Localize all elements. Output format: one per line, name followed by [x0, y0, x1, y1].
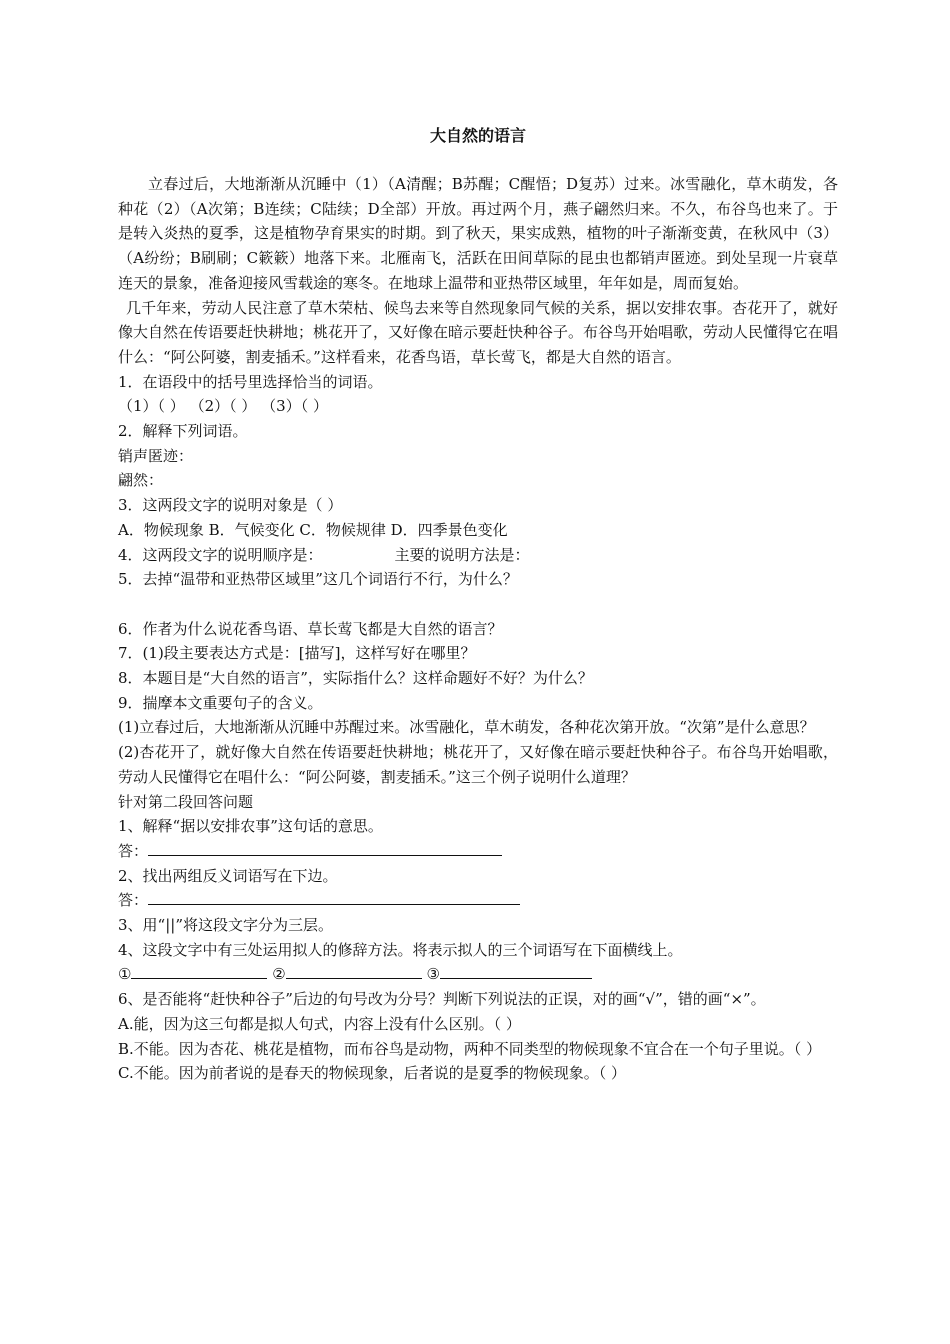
question-9-part-2: (2)杏花开了，就好像大自然在传语要赶快耕地；桃花开了，又好像在暗示要赶快种谷子。布谷鸟开始唱歌，劳动人民懂得它在唱什么：“阿公阿婆，割麦插禾。”这三个例子说明什么道理？	[118, 743, 838, 786]
section-2-question-4-blanks	[118, 962, 838, 987]
question-5: 5．去掉“温带和亚热带区域里”这几个词语行不行，为什么？	[118, 570, 518, 589]
question-3-options: A．物候现象 B．气候变化 C．物候规律 D．四季景色变化	[118, 520, 508, 539]
answer-label: 答：	[118, 891, 149, 910]
question-2: 2．解释下列词语。	[118, 422, 248, 441]
blank-marker-2: ②	[272, 965, 286, 984]
paragraph-1: 立春过后，大地渐渐从沉睡中（1）（A清醒；B苏醒；C醒悟；D复苏）过来。冰雪融化，草木萌发，各种花（2）（A次第；B连续；C陆续；D全部）开放。再过两个月，燕子翩然归来。不久，布谷鸟也来了。于是转入炎热的夏季，这是植物孕育果实的时期。到了秋天，果实成熟，植物的叶子渐渐变黄，在秋风中（3）（A纷纷；B刷刷；C簌簌）地落下来。北雁南飞，活跃在田间草际的昆虫也都销声匿迹。到处呈现一片衰草连天的景象，准备迎接风雪载途的寒冬。在地球上温带和亚热带区域里，年年如是，周而复始。	[118, 175, 838, 292]
section-2-question-6-option-c: C.不能。因为前者说的是春天的物候现象，后者说的是夏季的物候现象。（ ）	[118, 1064, 626, 1083]
question-4-order: 4．这两段文字的说明顺序是：	[118, 545, 323, 564]
question-9: 9．揣摩本文重要句子的含义。	[118, 693, 323, 712]
question-3: 3．这两段文字的说明对象是（ ）	[118, 496, 343, 515]
section-2-question-6-option-a: A.能，因为这三句都是拟人句式，内容上没有什么区别。（ ）	[118, 1014, 521, 1033]
question-6: 6．作者为什么说花香鸟语、草长莺飞都是大自然的语言？	[118, 619, 503, 638]
blank-marker-1: ①	[118, 965, 132, 984]
section-2-question-6-option-b: B.不能。因为杏花、桃花是植物，而布谷鸟是动物，两种不同类型的物候现象不宜合在一个句子里说。（ ）	[118, 1039, 822, 1058]
blank-line-2[interactable]	[286, 962, 422, 979]
document-body	[118, 172, 838, 1086]
answer-line[interactable]	[148, 839, 502, 856]
answer-label: 答：	[118, 841, 149, 860]
question-2-term-a: 销声匿迹：	[118, 446, 194, 465]
blank-line-1[interactable]	[131, 962, 267, 979]
answer-space	[118, 592, 838, 617]
section-2-question-6: 6、是否能将“赶快种谷子”后边的句号改为分号？判断下列说法的正误，对的画“√”，错的画“×”。	[118, 990, 766, 1009]
question-4-method: 主要的说明方法是：	[394, 545, 530, 564]
section-2-question-4: 4、这段文字中有三处运用拟人的修辞方法。将表示拟人的三个词语写在下面横线上。	[118, 940, 683, 959]
paragraph-2: 几千年来，劳动人民注意了草木荣枯、候鸟去来等自然现象同气候的关系，据以安排农事。杏花开了，就好像大自然在传语要赶快耕地；桃花开了，又好像在暗示要赶快种谷子。布谷鸟开始唱歌，劳动人民懂得它在唱什么：“阿公阿婆，割麦插禾。”这样看来，花香鸟语，草长莺飞，都是大自然的语言。	[118, 298, 839, 366]
question-9-part-1: (1)立春过后，大地渐渐从沉睡中苏醒过来。冰雪融化，草木萌发，各种花次第开放。“次第”是什么意思？	[118, 718, 815, 737]
section-2-question-1-answer	[118, 839, 838, 864]
section-2-heading: 针对第二段回答问题	[118, 792, 254, 811]
section-2-question-1: 1、解释“据以安排农事”这句话的意思。	[118, 817, 383, 836]
document-page	[118, 0, 838, 1344]
question-8: 8．本题目是“大自然的语言”，实际指什么？这样命题好不好？为什么？	[118, 669, 593, 688]
question-1-answer: （1）（ ） （2）（ ） （3）（ ）	[118, 397, 328, 416]
document-title: 大自然的语言	[429, 126, 526, 145]
section-2-question-2-answer	[118, 888, 838, 913]
answer-line[interactable]	[148, 888, 520, 905]
section-2-question-2: 2、找出两组反义词语写在下边。	[118, 866, 338, 885]
blank-line-3[interactable]	[440, 962, 592, 979]
question-1: 1．在语段中的括号里选择恰当的词语。	[118, 372, 383, 391]
question-2-term-b: 翩然：	[118, 471, 164, 490]
question-7: 7．(1)段主要表达方式是：[描写]，这样写好在哪里？	[118, 644, 476, 663]
section-2-question-3: 3、用“||”将这段文字分为三层。	[118, 916, 333, 935]
question-4	[118, 543, 838, 568]
blank-marker-3: ③	[426, 965, 440, 984]
